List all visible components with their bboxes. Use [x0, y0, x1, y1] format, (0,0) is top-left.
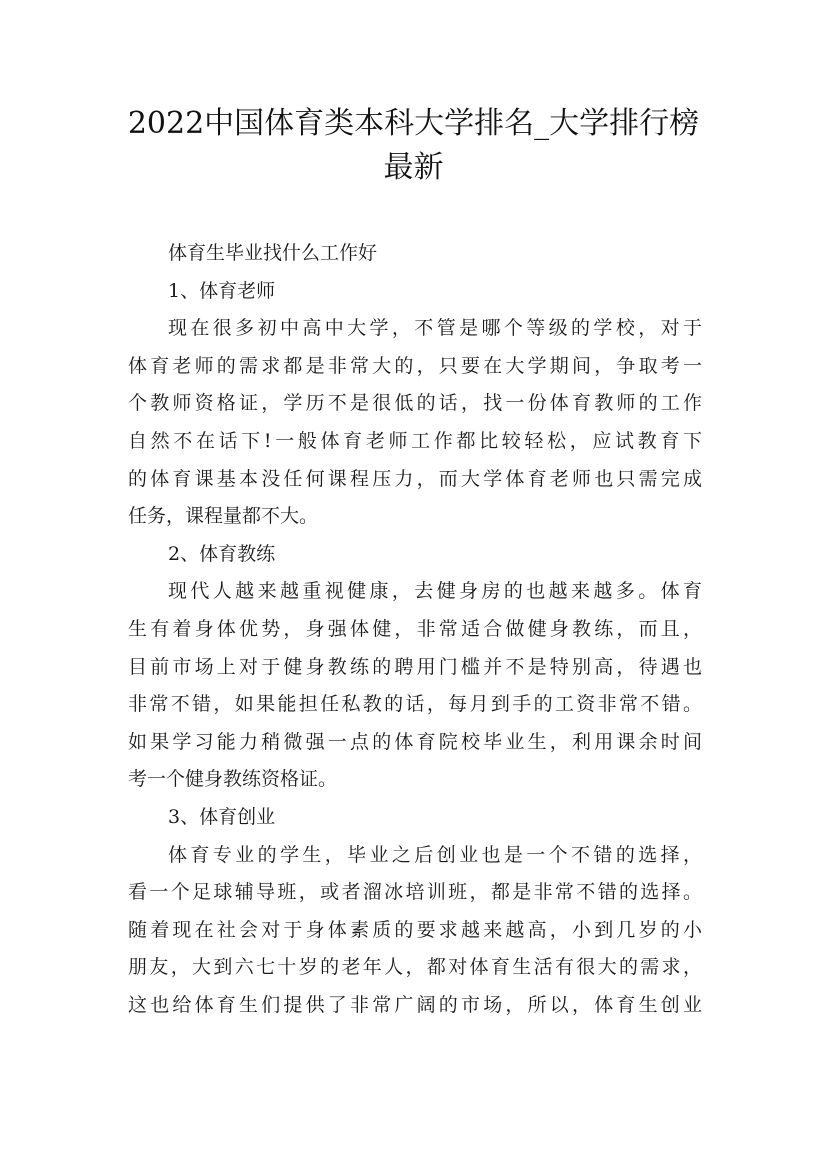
document-title	[100, 102, 727, 190]
subsection-heading: 2、体育教练	[168, 542, 276, 565]
paragraph-line: 现代人越来越重视健康，去健身房的也越来越多。体育	[168, 580, 702, 603]
paragraph-line: 看一个足球辅导班，或者溜冰培训班，都是非常不错的选择。	[128, 881, 702, 904]
paragraph-line: 考一个健身教练资格证。	[128, 768, 338, 791]
paragraph-line: 非常不错，如果能担任私教的话，每月到手的工资非常不错。	[128, 693, 702, 716]
document-body	[128, 235, 702, 1024]
paragraph-line: 随着现在社会对于身体素质的要求越来越高，小到几岁的小	[128, 918, 702, 941]
paragraph-line: 的体育课基本没任何课程压力，而大学体育老师也只需完成	[128, 467, 702, 490]
subsection-heading: 1、体育老师	[168, 279, 276, 302]
paragraph-line: 体育老师的需求都是非常大的，只要在大学期间，争取考一	[128, 354, 702, 377]
paragraph-line: 目前市场上对于健身教练的聘用门槛并不是特别高，待遇也	[128, 655, 702, 678]
subsection-heading: 3、体育创业	[168, 805, 276, 828]
section-heading: 体育生毕业找什么工作好	[168, 242, 378, 264]
paragraph-line: 朋友，大到六七十岁的老年人，都对体育生活有很大的需求，	[128, 956, 702, 979]
title-line-2: 最新	[383, 150, 444, 185]
title-line-1: 2022中国体育类本科大学排名_大学排行榜	[127, 106, 700, 141]
paragraph-line: 任务，课程量都不大。	[128, 505, 319, 528]
paragraph-line: 这也给体育生们提供了非常广阔的市场，所以，体育生创业	[128, 993, 702, 1016]
paragraph-line: 体育专业的学生，毕业之后创业也是一个不错的选择，	[168, 843, 702, 866]
paragraph-line: 如果学习能力稍微强一点的体育院校毕业生，利用课余时间	[128, 730, 702, 753]
paragraph-line: 现在很多初中高中大学，不管是哪个等级的学校，对于	[168, 317, 702, 340]
paragraph-line: 生有着身体优势，身强体健，非常适合做健身教练，而且，	[128, 617, 702, 640]
paragraph-line: 个教师资格证，学历不是很低的话，找一份体育教师的工作	[128, 392, 702, 415]
paragraph-line: 自然不在话下!一般体育老师工作都比较轻松，应试教育下	[128, 429, 702, 452]
